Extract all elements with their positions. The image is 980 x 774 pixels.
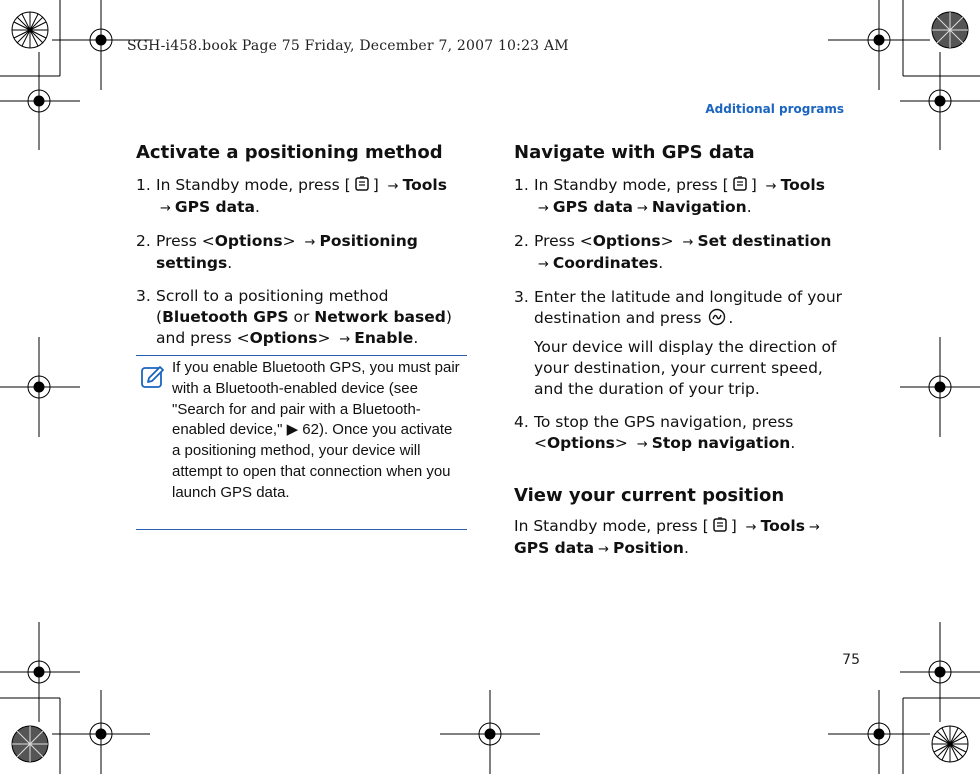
menu-coordinates: Coordinates (552, 254, 659, 272)
menu-stop-navigation: Stop navigation (651, 434, 791, 452)
left-step-1 (136, 175, 471, 219)
menu-position: Position (612, 539, 684, 557)
step-number: 2. (514, 232, 529, 250)
menu-set-destination: Set destination (697, 232, 832, 250)
page-number: 75 (842, 652, 860, 668)
note-box (136, 355, 467, 530)
left-step-3 (136, 286, 471, 350)
arrow-icon: → (765, 179, 777, 194)
book-header-line: SGH-i458.book Page 75 Friday, December 7, 2007 10:23 AM (127, 38, 569, 54)
right-step-1 (514, 175, 849, 219)
arrow-icon: → (304, 235, 316, 250)
step-text: . (254, 198, 260, 216)
arrow-icon: → (598, 542, 609, 557)
step-text: In Standby mode, press [ (156, 176, 351, 194)
right-step-3 (514, 287, 849, 329)
arrow-icon: → (339, 332, 351, 347)
arrow-icon: → (745, 520, 757, 535)
menu-key-icon (352, 175, 372, 193)
option-network-based: Network based (314, 308, 446, 326)
arrow-icon: → (682, 235, 694, 250)
step-text: . (658, 254, 664, 272)
step-number: 1. (514, 176, 529, 194)
section-title-current-position: View your current position (514, 485, 785, 506)
step-number: 1. (136, 176, 151, 194)
confirm-key-icon (707, 308, 727, 326)
step-text: ] (750, 176, 762, 194)
step-text: Enter the latitude and longitude of your destination and press (534, 288, 843, 327)
step-text: > (660, 232, 679, 250)
step-text: . (746, 198, 752, 216)
step-text: . (790, 434, 796, 452)
menu-key-icon (730, 175, 750, 193)
menu-gps-data: GPS data (514, 539, 595, 557)
left-step-2 (136, 231, 471, 274)
step-text: > (317, 329, 336, 347)
menu-navigation: Navigation (651, 198, 747, 216)
menu-gps-data: GPS data (174, 198, 255, 216)
section-title-navigate: Navigate with GPS data (514, 142, 755, 163)
right-step-2 (514, 231, 849, 275)
step-text: ) and press < (156, 308, 452, 347)
option-bluetooth-gps: Bluetooth GPS (162, 308, 289, 326)
step-text: . (683, 539, 689, 557)
step-text: . (227, 254, 233, 272)
menu-gps-data: GPS data (552, 198, 633, 216)
menu-tools: Tools (780, 176, 825, 194)
right-step-4 (514, 412, 849, 455)
note-text: If you enable Bluetooth GPS, you must pair with a Bluetooth-enabled device (see "Search for and pair with a Bluetooth-enabled device," ▶ 62). Once you activate a positioning method, your device will attempt to open that connection when you launch GPS data. (172, 359, 460, 501)
right-column (514, 142, 849, 560)
step-text: Press < (534, 232, 593, 250)
step-text: ] (730, 517, 742, 535)
step-text: In Standby mode, press [ (534, 176, 729, 194)
note-pencil-icon (140, 364, 166, 390)
step-number: 3. (514, 288, 529, 306)
view-position-text (514, 516, 849, 560)
step-text: Press < (156, 232, 215, 250)
softkey-options: Options (547, 434, 615, 452)
section-title-positioning: Activate a positioning method (136, 142, 443, 163)
arrow-icon: → (387, 179, 399, 194)
arrow-icon: → (636, 437, 648, 452)
step-text: > (614, 434, 633, 452)
softkey-options: Options (214, 232, 283, 250)
step-text: . (728, 309, 734, 327)
step-number: 3. (136, 287, 151, 305)
running-head: Additional programs (705, 102, 844, 116)
arrow-icon: → (538, 201, 549, 216)
menu-tools: Tools (760, 517, 805, 535)
step-text: . (413, 329, 419, 347)
menu-enable: Enable (354, 329, 414, 347)
arrow-icon: → (636, 201, 648, 216)
step-text: or (288, 308, 315, 326)
step-number: 4. (514, 413, 529, 431)
softkey-options: Options (592, 232, 661, 250)
step-text: Scroll to a positioning method ( (156, 287, 389, 326)
step-text: In Standby mode, press [ (514, 517, 709, 535)
step-text: > (282, 232, 301, 250)
step-number: 2. (136, 232, 151, 250)
arrow-icon: → (538, 257, 549, 272)
softkey-options: Options (249, 329, 318, 347)
step-3-description: Your device will display the direction of your destination, your current speed, and the duration of your trip. (534, 338, 837, 398)
arrow-icon: → (808, 520, 820, 535)
left-column (136, 142, 471, 362)
menu-key-icon (710, 516, 730, 534)
menu-tools: Tools (402, 176, 447, 194)
arrow-icon: → (160, 201, 171, 216)
step-text: ] (372, 176, 384, 194)
step-text: To stop the GPS navigation, press < (534, 413, 794, 452)
menu-positioning-settings: Positioning settings (156, 232, 418, 272)
